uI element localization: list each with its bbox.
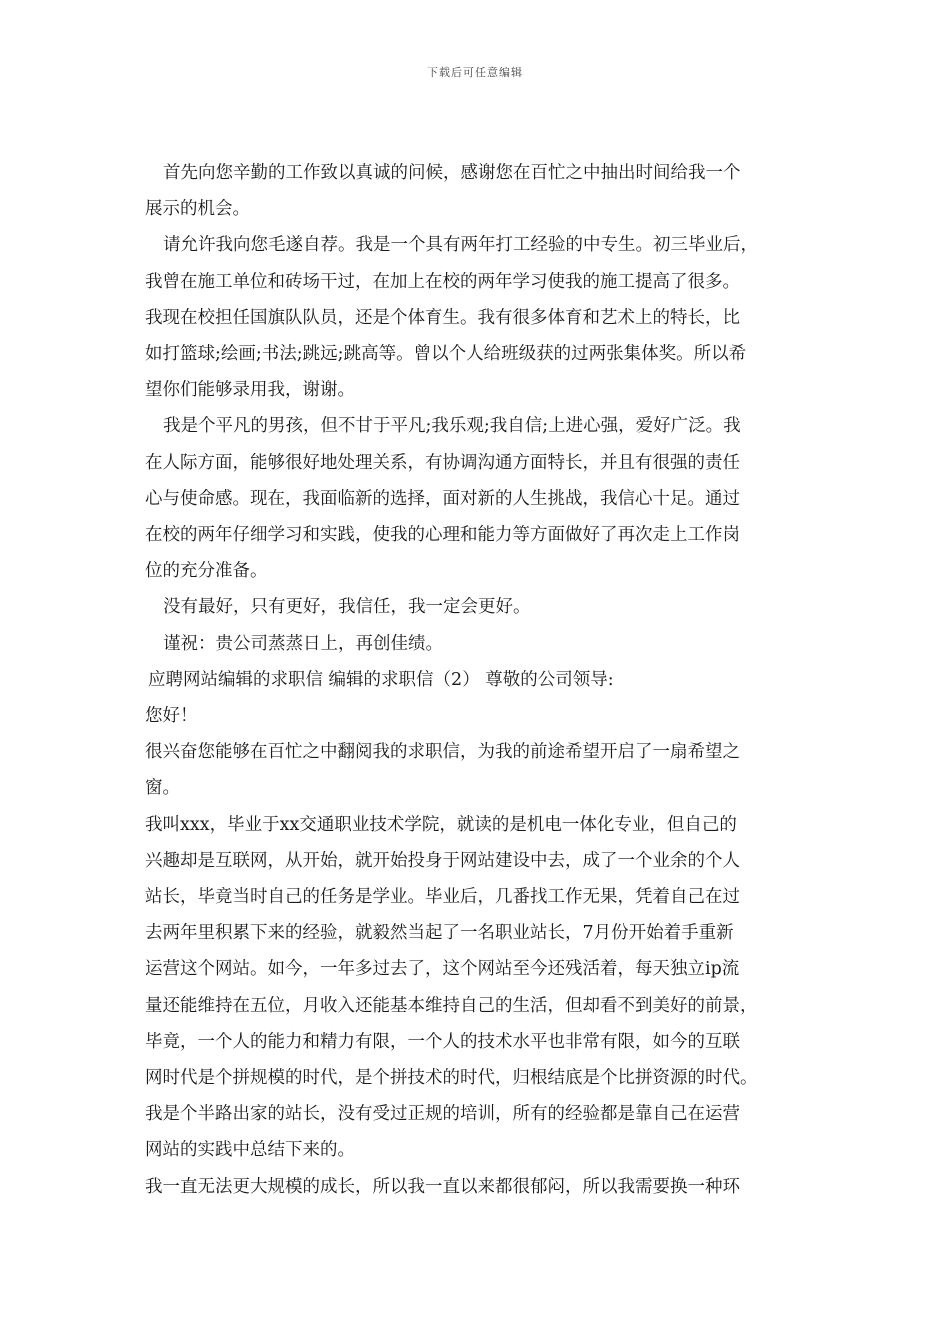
text-line: 首先向您辛勤的工作致以真诚的问候，感谢您在百忙之中抽出时间给我一个 (163, 163, 741, 183)
text-line: 网站的实践中总结下来的。 (145, 1140, 355, 1161)
text-line: 去两年里积累下来的经验，就毅然当起了一名职业站长，7月份开始着手重新 (145, 923, 734, 944)
document-body (145, 155, 810, 1205)
text-line: 窗。 (145, 778, 180, 799)
page-header: 下载后可任意编辑 (427, 66, 523, 79)
text-line: 我是个半路出家的站长，没有受过正规的培训，所有的经验都是靠自己在运营 (145, 1104, 740, 1125)
text-line: 您好！ (145, 706, 198, 727)
text-line: 站长，毕竟当时自己的任务是学业。毕业后，几番找工作无果，凭着自己在过 (145, 887, 740, 908)
text-line: 应聘网站编辑的求职信 编辑的求职信（2） 尊敬的公司领导: (148, 669, 614, 690)
text-line: 位的充分准备。 (145, 561, 268, 582)
text-line: 在人际方面，能够很好地处理关系，有协调沟通方面特长，并且有很强的责任 (145, 452, 740, 473)
text-line: 谨祝：贵公司蒸蒸日上，再创佳绩。 (163, 633, 443, 654)
text-line: 量还能维持在五位，月收入还能基本维持自己的生活，但却看不到美好的前景， (145, 995, 758, 1016)
text-line: 望你们能够录用我，谢谢。 (145, 380, 355, 401)
text-line: 很兴奋您能够在百忙之中翻阅我的求职信，为我的前途希望开启了一扇希望之 (145, 742, 740, 763)
text-line: 展示的机会。 (145, 199, 250, 220)
text-line: 网时代是个拼规模的时代，是个拼技术的时代，归根结底是个比拼资源的时代。 (145, 1068, 758, 1089)
text-line: 没有最好，只有更好，我信任，我一定会更好。 (163, 597, 531, 618)
text-line: 我现在校担任国旗队队员，还是个体育生。我有很多体育和艺术上的特长，比 (145, 307, 740, 328)
text-line: 我一直无法更大规模的成长，所以我一直以来都很郁闷，所以我需要换一种环 (145, 1176, 740, 1197)
text-line: 我叫xxx，毕业于xx交通职业技术学院，就读的是机电一体化专业，但自己的 (145, 814, 737, 835)
text-line: 运营这个网站。如今，一年多过去了，这个网站至今还残活着，每天独立ip流 (145, 959, 740, 980)
text-line: 我是个平凡的男孩，但不甘于平凡;我乐观;我自信;上进心强，爱好广泛。我 (163, 416, 741, 437)
text-line: 在校的两年仔细学习和实践，使我的心理和能力等方面做好了再次走上工作岗 (145, 525, 740, 546)
text-line: 毕竟，一个人的能力和精力有限，一个人的技术水平也非常有限，如今的互联 (145, 1031, 740, 1052)
text-line: 如打篮球;绘画;书法;跳远;跳高等。曾以个人给班级获的过两张集体奖。所以希 (145, 344, 747, 365)
text-line: 请允许我向您毛遂自荐。我是一个具有两年打工经验的中专生。初三毕业后， (163, 235, 758, 256)
text-line: 兴趣却是互联网，从开始，就开始投身于网站建设中去，成了一个业余的个人 (145, 850, 740, 871)
text-line: 心与使命感。现在，我面临新的选择，面对新的人生挑战，我信心十足。通过 (145, 488, 740, 509)
text-line: 我曾在施工单位和砖场干过，在加上在校的两年学习使我的施工提高了很多。 (145, 271, 740, 292)
